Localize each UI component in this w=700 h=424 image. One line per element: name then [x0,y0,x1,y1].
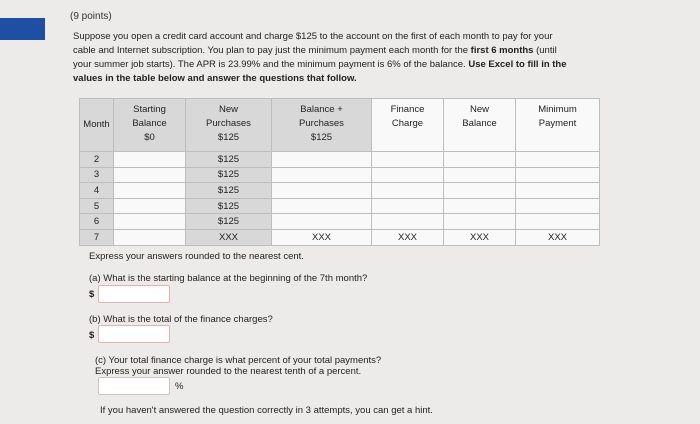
table-header-row [80,99,600,152]
finance-charge-cell[interactable] [372,198,444,214]
finance-charge-cell[interactable] [372,183,444,199]
answer-c-input[interactable] [98,377,170,395]
finance-charge-cell[interactable] [372,167,444,183]
month-cell: 2 [80,152,114,168]
finance-charge-cell[interactable] [372,152,444,168]
balance-plus-cell[interactable] [272,198,372,214]
header-balance-plus-purchases: Balance + Purchases $125 [272,99,372,152]
balance-plus-cell[interactable] [272,152,372,168]
table-row [80,167,600,183]
finance-charge-cell[interactable] [372,214,444,230]
purchase-cell: $125 [186,183,272,199]
table-row [80,229,600,245]
round-note: Express your answers rounded to the nearest cent. [89,251,304,262]
new-balance-cell[interactable] [444,152,516,168]
credit-card-table [79,98,600,246]
question-c: (c) Your total finance charge is what percent of your total payments? [95,355,382,366]
answer-a-input[interactable] [98,285,170,303]
table-row [80,152,600,168]
month-cell: 7 [80,229,114,245]
min-payment-cell[interactable] [516,214,600,230]
header-finance-charge: Finance Charge [372,99,444,152]
min-payment-cell[interactable] [516,198,600,214]
balance-plus-cell[interactable] [272,183,372,199]
hint-text: If you haven't answered the question correctly in 3 attempts, you can get a hint. [100,405,433,416]
problem-statement [73,30,613,86]
percent-sign: % [175,381,184,392]
purchase-cell: XXX [186,229,272,245]
intro-line-3: your summer job starts). The APR is 23.99% and the minimum payment is 6% of the balance. Use Excel to fill in the [73,59,567,70]
new-balance-cell[interactable] [444,167,516,183]
min-payment-cell[interactable] [516,183,600,199]
intro-line-4: values in the table below and answer the questions that follow. [73,73,357,84]
new-balance-cell: XXX [444,229,516,245]
table-row [80,198,600,214]
dollar-sign-b: $ [89,330,95,341]
starting-balance-cell[interactable] [114,167,186,183]
header-new-balance: New Balance [444,99,516,152]
min-payment-cell[interactable] [516,152,600,168]
answer-b-input[interactable] [98,325,170,343]
purchase-cell: $125 [186,152,272,168]
starting-balance-cell[interactable] [114,183,186,199]
purchase-cell: $125 [186,214,272,230]
dollar-sign-a: $ [89,289,95,300]
starting-balance-cell[interactable] [114,214,186,230]
question-c-note: Express your answer rounded to the nearest tenth of a percent. [95,366,362,377]
new-balance-cell[interactable] [444,214,516,230]
new-balance-cell[interactable] [444,198,516,214]
table-row [80,183,600,199]
starting-balance-cell[interactable] [114,152,186,168]
month-cell: 3 [80,167,114,183]
month-cell: 4 [80,183,114,199]
header-minimum-payment: Minimum Payment [516,99,600,152]
header-new-purchases: New Purchases $125 [186,99,272,152]
purchase-cell: $125 [186,198,272,214]
min-payment-cell[interactable] [516,167,600,183]
header-month: Month [80,99,114,152]
header-starting-balance: Starting Balance $0 [114,99,186,152]
question-b: (b) What is the total of the finance charges? [89,314,273,325]
balance-plus-cell[interactable] [272,167,372,183]
balance-plus-cell: XXX [272,229,372,245]
finance-charge-cell: XXX [372,229,444,245]
points-label: (9 points) [70,11,112,22]
table-row [80,214,600,230]
min-payment-cell: XXX [516,229,600,245]
month-cell: 5 [80,198,114,214]
new-balance-cell[interactable] [444,183,516,199]
accent-bar [0,18,45,40]
month-cell: 6 [80,214,114,230]
intro-line-2: cable and Internet subscription. You plan to pay just the minimum payment each month for the first 6 months (until [73,45,557,56]
intro-line-1: Suppose you open a credit card account and charge $125 to the account on the first of each month to pay for your [73,31,553,42]
purchase-cell: $125 [186,167,272,183]
balance-plus-cell[interactable] [272,214,372,230]
starting-balance-cell[interactable] [114,198,186,214]
starting-balance-cell[interactable] [114,229,186,245]
question-a: (a) What is the starting balance at the beginning of the 7th month? [89,273,368,284]
